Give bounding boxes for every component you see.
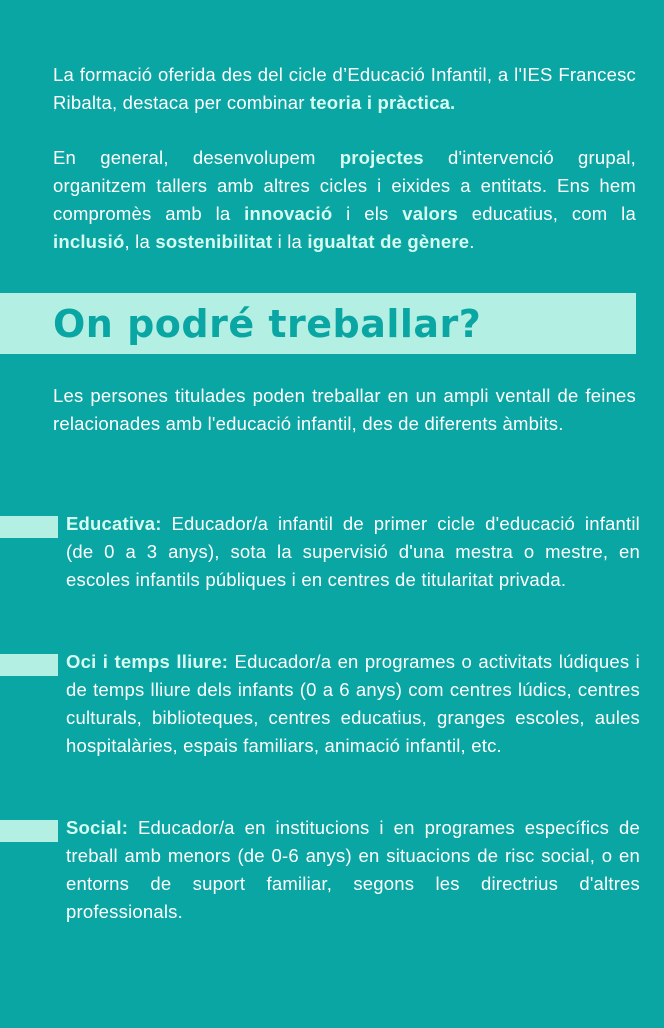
- intro-2-text: , la: [124, 231, 156, 252]
- highlight-projectes: projectes: [339, 147, 424, 168]
- bullet-bar-oci: [0, 654, 58, 676]
- intro-paragraph-2: [53, 144, 636, 256]
- highlight-inclusio: inclusió: [53, 231, 125, 252]
- bullet-bar-social: [0, 820, 58, 842]
- highlight-sostenibilitat: sostenibilitat: [155, 231, 273, 252]
- intro-2-text: d'intervenció grupal, organitzem tallers amb altres cicles i eixides a entitats. Ens hem compromès amb la: [53, 147, 636, 224]
- list-item-oci: [66, 648, 640, 760]
- intro-2-text: .: [469, 231, 475, 252]
- highlight-igualtat: igualtat de gènere: [307, 231, 470, 252]
- item-text: Educador/a infantil de primer cicle d'educació infantil (de 0 a 3 anys), sota la supervisió d'una mestra o mestre, en escoles infantils públiques i en centres de titularitat privada.: [66, 513, 640, 590]
- item-text: Educador/a en programes o activitats lúdiques i de temps lliure dels infants (0 a 6 anys) com centres lúdics, centres culturals, biblioteques, centres educatius, granges escoles, aules hospitalàries, espais familiars, animació infantil, etc.: [66, 651, 640, 756]
- item-key: Educativa:: [66, 513, 162, 534]
- item-key: Social:: [66, 817, 129, 838]
- section-lead-paragraph: Les persones titulades poden treballar en un ampli ventall de feines relacionades amb l'educació infantil, des de diferents àmbits.: [53, 385, 636, 434]
- item-text: Educador/a en institucions i en programes específics de treball amb menors (de 0-6 anys) en situacions de risc social, o en entorns de suport familiar, segons les directrius d'altres professionals.: [66, 817, 640, 922]
- bullet-bar-educativa: [0, 516, 58, 538]
- highlight-innovacio: innovació: [244, 203, 333, 224]
- highlight-valors: valors: [402, 203, 458, 224]
- intro-2-text: educatius, com la: [457, 203, 636, 224]
- intro-paragraph-1: [53, 61, 636, 117]
- item-key: Oci i temps lliure:: [66, 651, 229, 672]
- intro-2-text: En general, desenvolupem: [53, 147, 340, 168]
- list-item-social: [66, 814, 640, 926]
- intro-1-text: La formació oferida des del cicle d’Educació Infantil, a l'IES Francesc Ribalta, destaca per combinar: [53, 64, 636, 113]
- section-title: On podré treballar?: [53, 302, 482, 346]
- intro-2-text: i els: [332, 203, 403, 224]
- list-item-educativa: [66, 510, 640, 594]
- intro-2-text: i la: [272, 231, 308, 252]
- intro-1-highlight: teoria i pràctica.: [309, 92, 456, 113]
